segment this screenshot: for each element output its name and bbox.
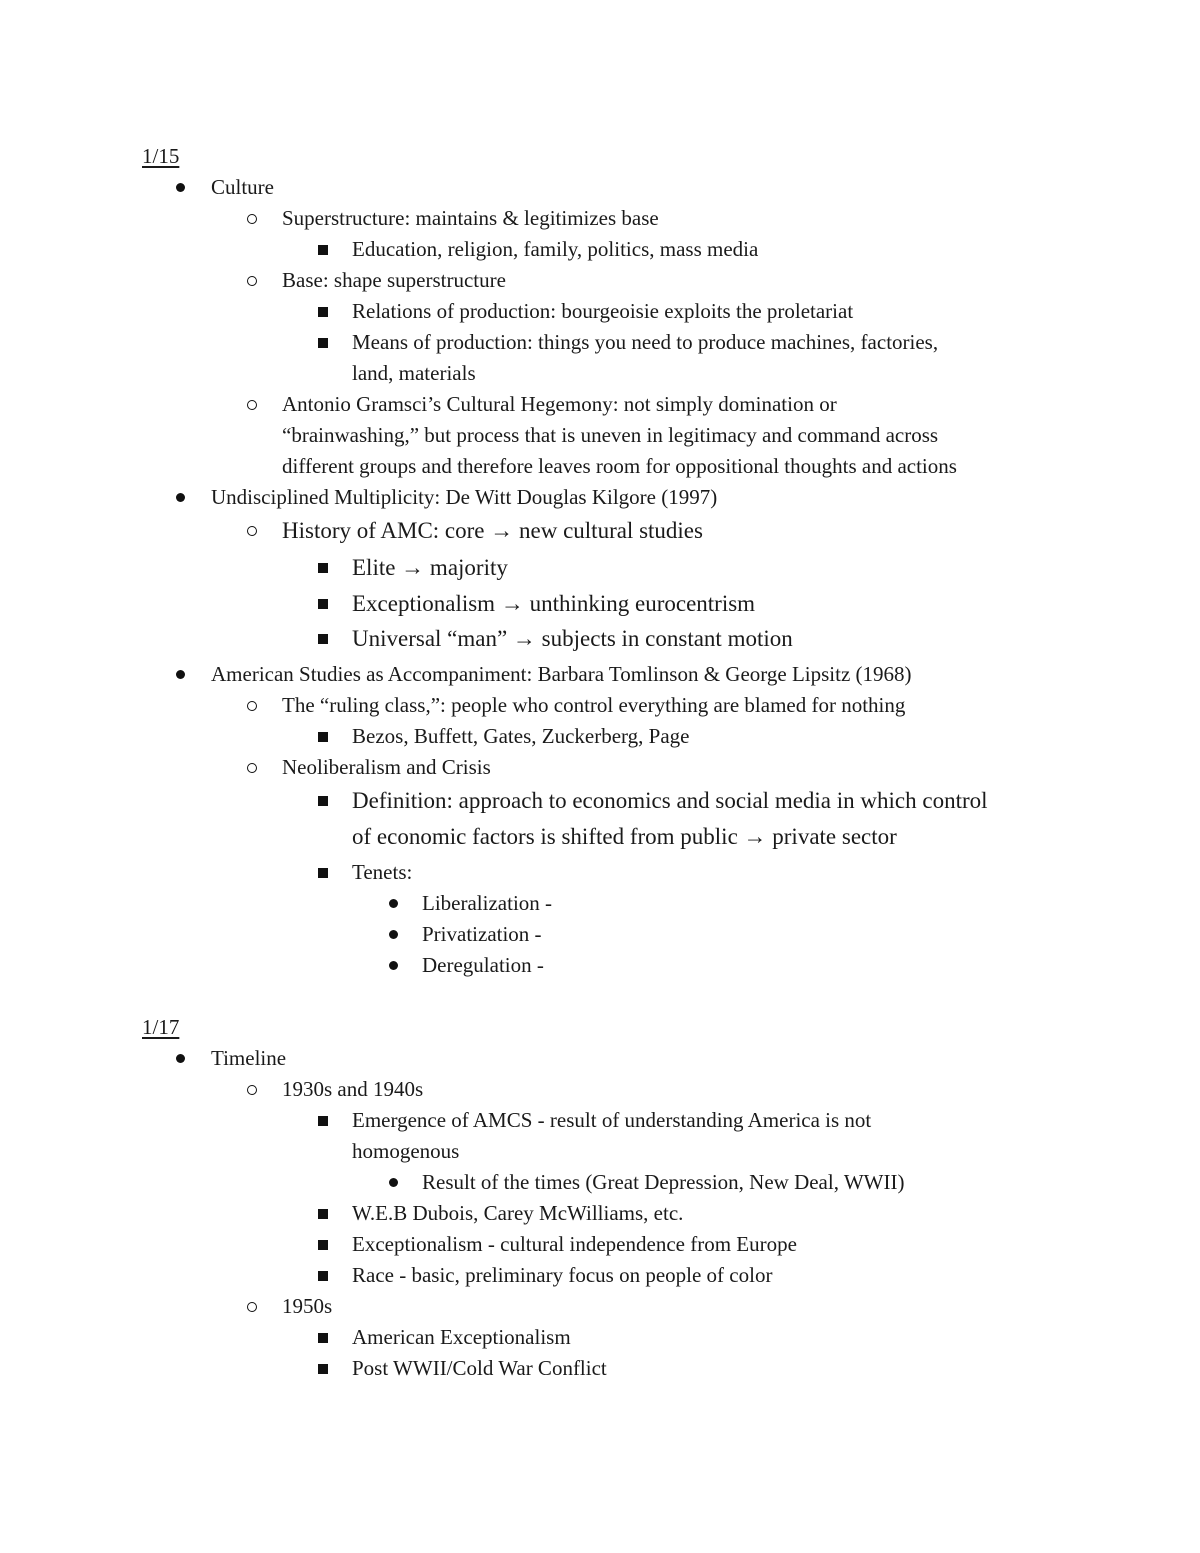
bullet-circle-icon: [247, 265, 257, 296]
note-line: Post WWII/Cold War Conflict: [352, 1356, 607, 1380]
note-line: The “ruling class,”: people who control everything are blamed for nothing: [282, 693, 906, 717]
note-line: Means of production: things you need to produce machines, factories,: [352, 330, 939, 354]
note-line: Base: shape superstructure: [282, 268, 506, 292]
bullet-square-icon: [318, 234, 328, 265]
note-line-continuation: “brainwashing,” but process that is uneven in legitimacy and command across: [282, 423, 939, 447]
bullet-square-icon: [318, 1322, 328, 1353]
bullet-circle-icon: [247, 203, 257, 234]
note-line-continuation: of economic factors is shifted from public → private sector: [352, 824, 897, 849]
bullet-square-icon: [318, 1353, 328, 1384]
note-line-continuation: different groups and therefore leaves room for oppositional thoughts and actions: [282, 454, 957, 478]
section-date: 1/15: [142, 144, 180, 168]
note-line: Privatization -: [422, 922, 542, 946]
note-line: Elite → majority: [352, 555, 508, 580]
note-line: Relations of production: bourgeoisie exploits the proletariat: [352, 299, 854, 323]
bullet-square-icon: [318, 857, 328, 888]
bullet-circle-icon: [247, 1074, 257, 1105]
bullet-disc-icon: [176, 1043, 185, 1074]
bullet-square-icon: [318, 296, 328, 327]
bullet-circle-icon: [247, 515, 257, 546]
bullet-circle-icon: [247, 690, 257, 721]
bullet-circle-icon: [247, 389, 257, 420]
bullet-disc-icon: [389, 919, 398, 950]
note-line: 1930s and 1940s: [282, 1077, 424, 1101]
note-line: Result of the times (Great Depression, New Deal, WWII): [422, 1170, 905, 1194]
bullet-circle-icon: [247, 752, 257, 783]
note-line: Deregulation -: [422, 953, 544, 977]
note-line: American Studies as Accompaniment: Barbara Tomlinson & George Lipsitz (1968): [211, 662, 912, 686]
note-line-continuation: land, materials: [352, 361, 476, 385]
note-line: Emergence of AMCS - result of understanding America is not: [352, 1108, 872, 1132]
note-line: Exceptionalism - cultural independence from Europe: [352, 1232, 797, 1256]
bullet-disc-icon: [176, 172, 185, 203]
bullet-disc-icon: [176, 482, 185, 513]
note-line: Tenets:: [352, 860, 413, 884]
bullet-square-icon: [318, 1260, 328, 1291]
note-line: Undisciplined Multiplicity: De Witt Douglas Kilgore (1997): [211, 485, 718, 509]
note-line: Timeline: [211, 1046, 287, 1070]
note-line: Neoliberalism and Crisis: [282, 755, 491, 779]
note-line: Universal “man” → subjects in constant motion: [352, 626, 793, 651]
note-line: Liberalization -: [422, 891, 553, 915]
section-date: 1/17: [142, 1015, 180, 1039]
bullet-square-icon: [318, 721, 328, 752]
bullet-disc-icon: [176, 659, 185, 690]
note-line: American Exceptionalism: [352, 1325, 571, 1349]
note-line: History of AMC: core → new cultural studies: [282, 518, 703, 543]
bullet-square-icon: [318, 552, 328, 583]
bullet-circle-icon: [247, 1291, 257, 1322]
bullet-square-icon: [318, 1229, 328, 1260]
bullet-square-icon: [318, 1105, 328, 1136]
note-line: 1950s: [282, 1294, 333, 1318]
bullet-square-icon: [318, 1198, 328, 1229]
note-line: Exceptionalism → unthinking eurocentrism: [352, 591, 756, 616]
note-line: Antonio Gramsci’s Cultural Hegemony: not simply domination or: [282, 392, 837, 416]
bullet-square-icon: [318, 588, 328, 619]
note-line: Superstructure: maintains & legitimizes base: [282, 206, 659, 230]
note-line-continuation: homogenous: [352, 1139, 460, 1163]
note-line: Education, religion, family, politics, mass media: [352, 237, 759, 261]
note-line: W.E.B Dubois, Carey McWilliams, etc.: [352, 1201, 684, 1225]
bullet-square-icon: [318, 785, 328, 816]
bullet-square-icon: [318, 327, 328, 358]
bullet-square-icon: [318, 623, 328, 654]
note-line: Bezos, Buffett, Gates, Zuckerberg, Page: [352, 724, 690, 748]
bullet-disc-icon: [389, 950, 398, 981]
note-line: Culture: [211, 175, 274, 199]
note-line: Definition: approach to economics and social media in which control: [352, 788, 988, 813]
bullet-disc-icon: [389, 1167, 398, 1198]
note-line: Race - basic, preliminary focus on people of color: [352, 1263, 773, 1287]
bullet-disc-icon: [389, 888, 398, 919]
